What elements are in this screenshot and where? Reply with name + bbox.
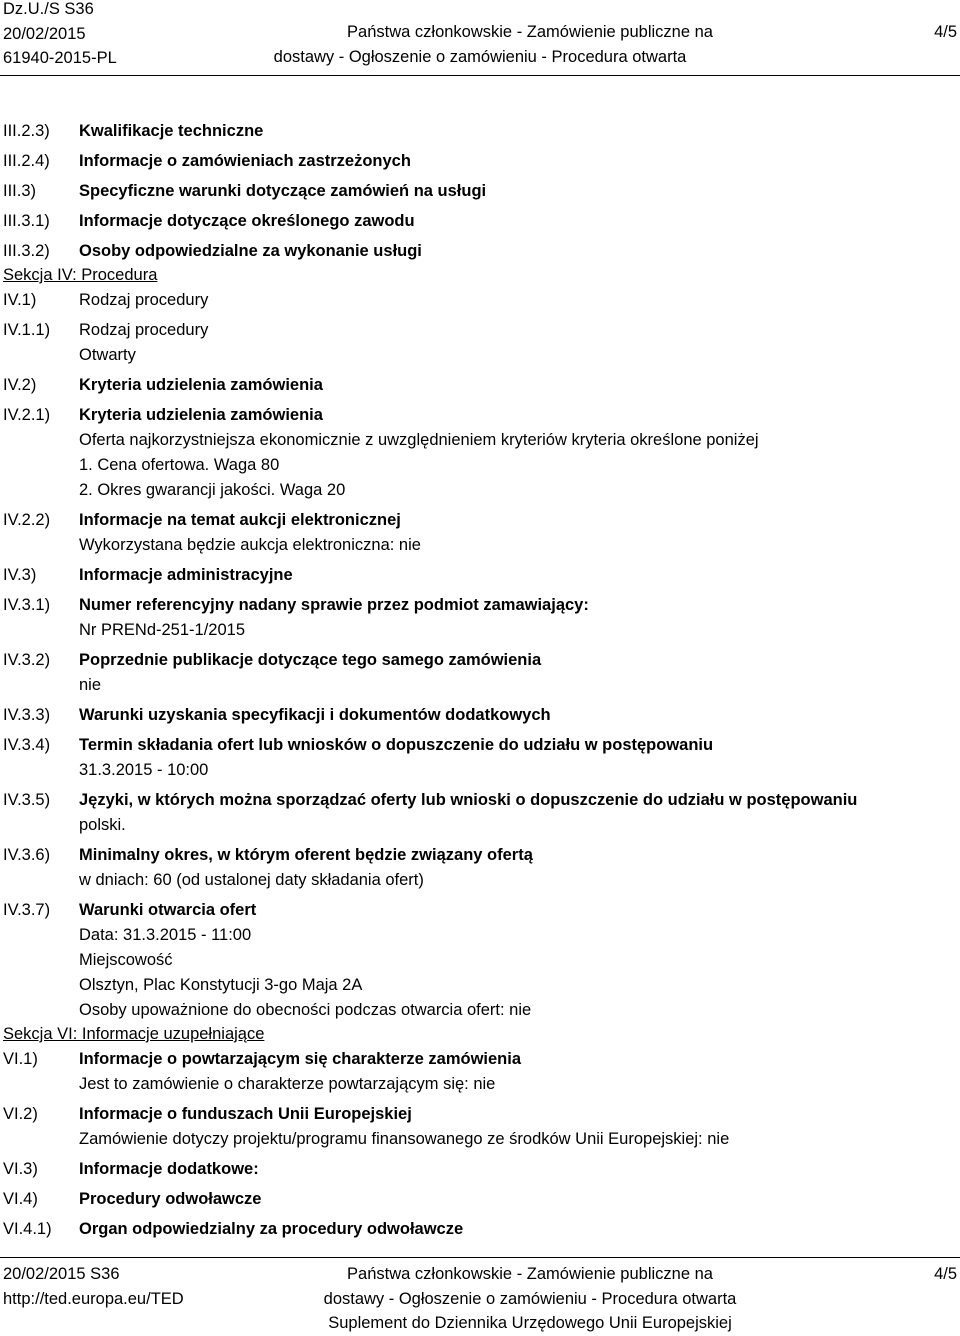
item-number: IV.2.2) <box>3 511 51 529</box>
header-title-line2: dostawy - Ogłoszenie o zamówieniu - Procedura otwarta <box>273 47 687 66</box>
footer-date: 20/02/2015 S36 <box>3 1265 120 1283</box>
item-number: IV.3.6) <box>3 846 51 864</box>
item-number: III.3) <box>3 182 37 200</box>
item-title: Informacje o powtarzającym się charakterze zamówienia <box>79 1050 522 1068</box>
item-body <box>79 179 949 204</box>
item-body <box>79 209 949 234</box>
item-number: III.2.4) <box>3 152 50 170</box>
item-body <box>79 1157 949 1182</box>
item-text-line: Nr PRENd-251-1/2015 <box>79 621 245 639</box>
footer-url: http://ted.europa.eu/TED <box>3 1289 184 1308</box>
item-body <box>79 703 949 728</box>
item-title: Osoby odpowiedzialne za wykonanie usługi <box>79 242 422 260</box>
item-text-line: Oferta najkorzystniejsza ekonomicznie z uwzględnieniem kryteriów kryteria określone poniżej <box>79 431 759 449</box>
item-title: Informacje dotyczące określonego zawodu <box>79 212 415 230</box>
item-number: IV.2) <box>3 376 37 394</box>
item-number: VI.4.1) <box>3 1220 52 1238</box>
item-number: IV.1) <box>3 291 37 309</box>
item-title: Minimalny okres, w którym oferent będzie związany ofertą <box>79 846 533 864</box>
item-number: IV.2.1) <box>3 406 51 424</box>
item-text-line: Zamówienie dotyczy projektu/programu finansowanego ze środków Unii Europejskiej: nie <box>79 1130 730 1148</box>
item-text-line: nie <box>79 676 102 694</box>
item-body <box>79 843 949 893</box>
item-text-line: Olsztyn, Plac Konstytucji 3-go Maja 2A <box>79 976 363 994</box>
footer-center <box>0 1262 960 1336</box>
item-title: Informacje o zamówieniach zastrzeżonych <box>79 152 411 170</box>
item-text-line: Data: 31.3.2015 - 11:00 <box>79 926 252 944</box>
item-title: Warunki uzyskania specyfikacji i dokumentów dodatkowych <box>79 706 551 724</box>
footer-title-line2: dostawy - Ogłoszenie o zamówieniu - Procedura otwarta <box>323 1289 737 1308</box>
item-title: Numer referencyjny nadany sprawie przez podmiot zamawiający: <box>79 596 589 614</box>
item-title: Informacje o funduszach Unii Europejskiej <box>79 1105 412 1123</box>
item-number: VI.4) <box>3 1190 38 1208</box>
item-number: III.2.3) <box>3 122 50 140</box>
item-title: Rodzaj procedury <box>79 291 209 309</box>
item-title: Informacje na temat aukcji elektronicznej <box>79 511 401 529</box>
item-text-line: 1. Cena ofertowa. Waga 80 <box>79 456 280 474</box>
item-body <box>79 239 949 264</box>
item-title: Kwalifikacje techniczne <box>79 122 264 140</box>
item-title: Informacje dodatkowe: <box>79 1160 259 1178</box>
header-page-number: 4/5 <box>934 23 957 41</box>
footer-title-line1: Państwa członkowskie - Zamówienie publiczne na <box>347 1265 713 1283</box>
item-body <box>79 373 949 398</box>
footer-rule <box>0 1257 960 1258</box>
item-number: III.3.1) <box>3 212 50 230</box>
item-title: Języki, w których można sporządzać oferty lub wnioski o dopuszczenie do udziału w postępowaniu <box>79 791 858 809</box>
header-journal: Dz.U./S S36 <box>3 0 94 18</box>
header-title-line1: Państwa członkowskie - Zamówienie publiczne na <box>347 23 713 41</box>
item-title: Kryteria udzielenia zamówienia <box>79 376 323 394</box>
item-body <box>79 593 949 643</box>
item-title: Procedury odwoławcze <box>79 1190 262 1208</box>
item-body <box>79 648 949 698</box>
section-heading-procedure: Sekcja IV: Procedura <box>3 266 158 284</box>
header-notice-id: 61940-2015-PL <box>3 49 117 67</box>
item-number: IV.3.4) <box>3 736 51 754</box>
item-number: IV.3.5) <box>3 791 51 809</box>
item-number: IV.3.1) <box>3 596 51 614</box>
page-header <box>0 0 960 72</box>
item-text-line: polski. <box>79 816 126 834</box>
item-text-line: Miejscowość <box>79 951 173 969</box>
item-text-line: 31.3.2015 - 10:00 <box>79 761 209 779</box>
item-title: Specyficzne warunki dotyczące zamówień na usługi <box>79 182 487 200</box>
header-date: 20/02/2015 <box>3 24 86 43</box>
item-body <box>79 1187 949 1212</box>
item-text-line: Wykorzystana będzie aukcja elektroniczna: nie <box>79 536 421 554</box>
item-number: VI.1) <box>3 1050 38 1068</box>
item-number: IV.3.2) <box>3 651 51 669</box>
item-body <box>79 318 949 368</box>
item-body <box>79 1047 949 1097</box>
item-number: IV.3) <box>3 566 37 584</box>
item-body <box>79 288 949 313</box>
item-text-line: Otwarty <box>79 346 136 364</box>
item-title: Termin składania ofert lub wniosków o dopuszczenie do udziału w postępowaniu <box>79 736 714 754</box>
item-body <box>79 733 949 783</box>
item-title: Organ odpowiedzialny za procedury odwoławcze <box>79 1220 464 1238</box>
footer-page-number: 4/5 <box>934 1265 957 1283</box>
footer-supplement: Suplement do Dziennika Urzędowego Unii Europejskiej <box>328 1314 732 1332</box>
item-text-line: Osoby upoważnione do obecności podczas otwarcia ofert: nie <box>79 1001 532 1019</box>
item-body <box>79 1217 949 1242</box>
item-number: III.3.2) <box>3 242 50 260</box>
item-title: Informacje administracyjne <box>79 566 293 584</box>
header-rule <box>0 75 960 76</box>
item-number: IV.3.3) <box>3 706 51 724</box>
item-body <box>79 508 949 558</box>
item-body <box>79 403 949 503</box>
item-body <box>79 149 949 174</box>
item-body <box>79 898 949 1023</box>
item-text-line: w dniach: 60 (od ustalonej daty składania ofert) <box>79 871 424 889</box>
item-number: VI.2) <box>3 1105 38 1123</box>
item-body <box>79 563 949 588</box>
item-text-line: Jest to zamówienie o charakterze powtarzającym się: nie <box>79 1075 496 1093</box>
item-body <box>79 788 949 838</box>
header-center <box>0 20 960 69</box>
item-title: Kryteria udzielenia zamówienia <box>79 406 323 424</box>
item-title: Poprzednie publikacje dotyczące tego samego zamówienia <box>79 651 542 669</box>
item-title: Rodzaj procedury <box>79 321 209 339</box>
item-number: VI.3) <box>3 1160 38 1178</box>
item-number: IV.3.7) <box>3 901 51 919</box>
item-text-line: 2. Okres gwarancji jakości. Waga 20 <box>79 481 346 499</box>
section-heading-supplementary: Sekcja VI: Informacje uzupełniające <box>3 1025 265 1043</box>
page-footer <box>0 1262 960 1334</box>
item-title: Warunki otwarcia ofert <box>79 901 257 919</box>
item-number: IV.1.1) <box>3 321 51 339</box>
item-body <box>79 119 949 144</box>
item-body <box>79 1102 949 1152</box>
